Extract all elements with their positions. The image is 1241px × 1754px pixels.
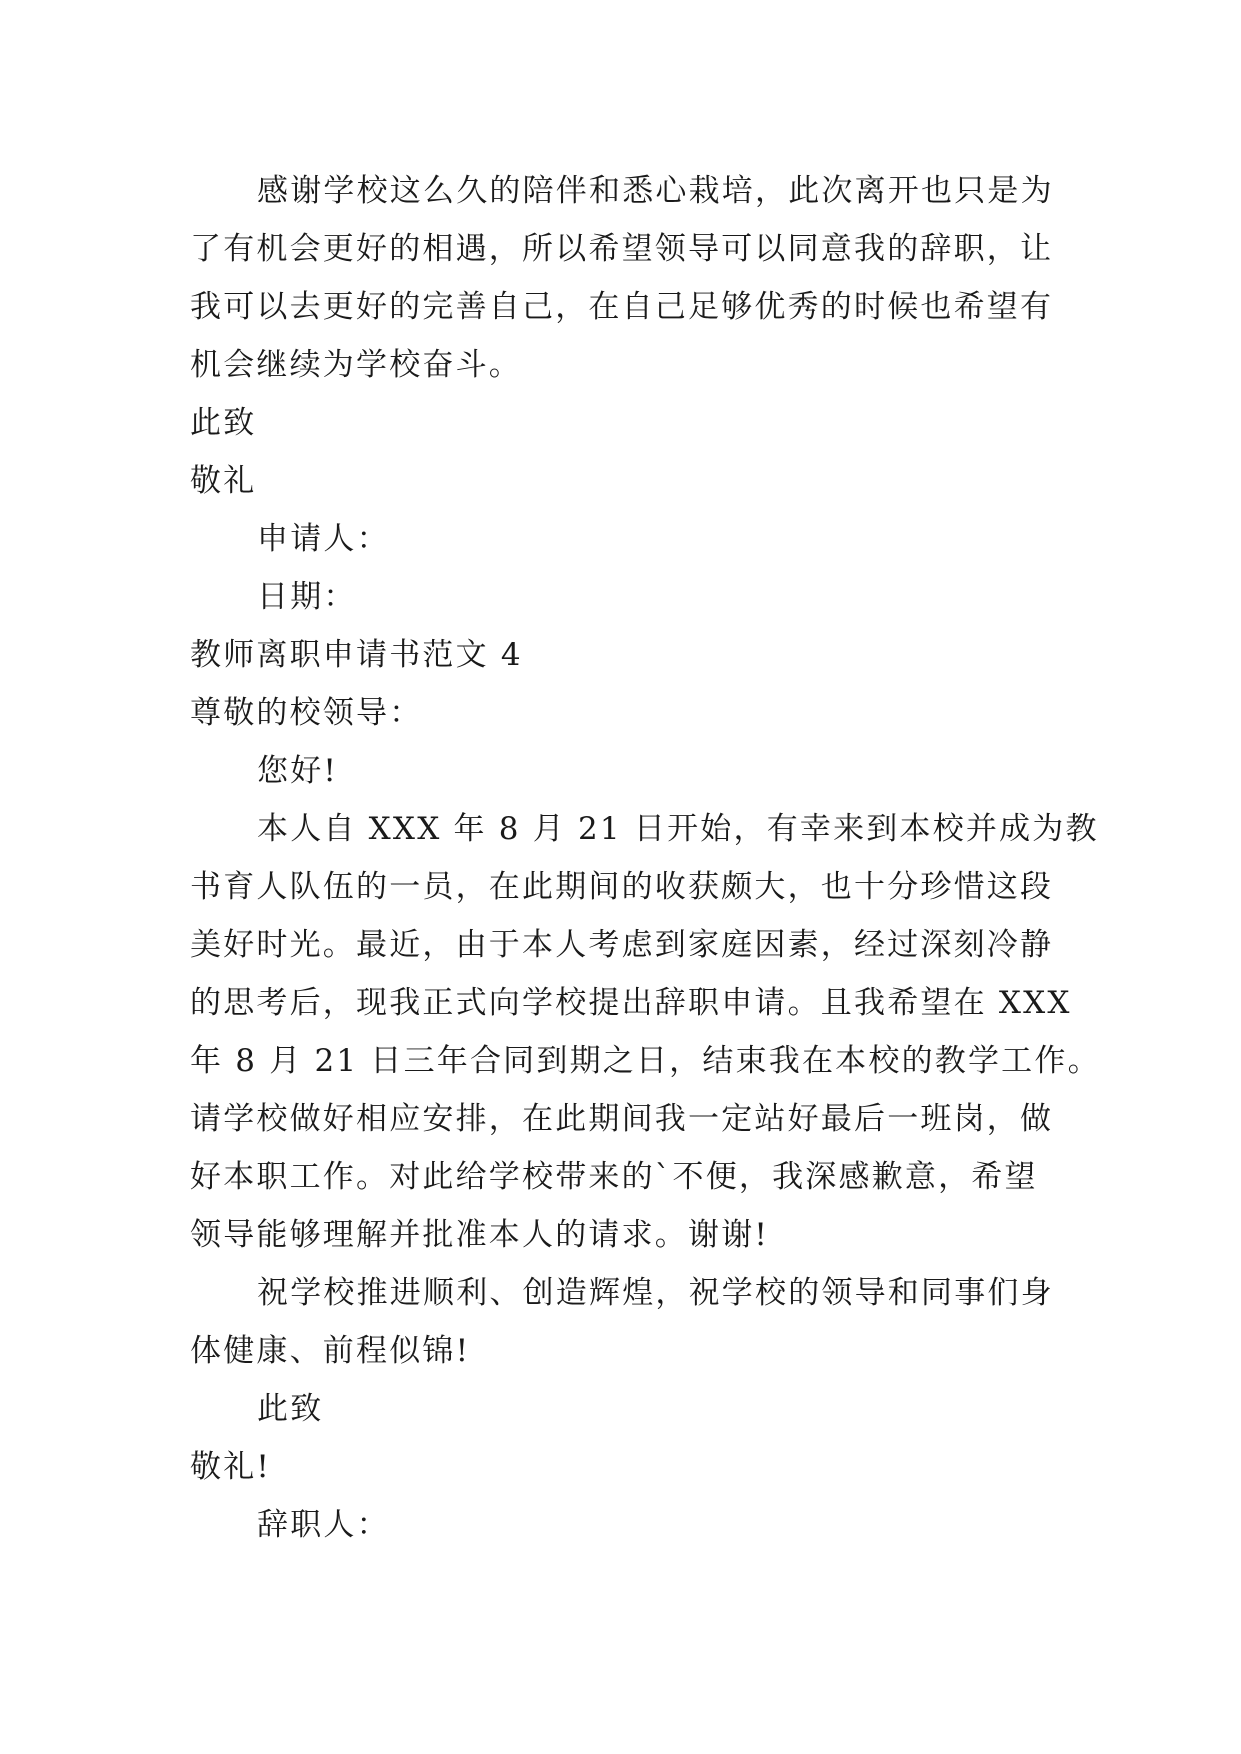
paragraph-line: 好本职工作。对此给学校带来的`不便，我深感歉意，希望: [190, 1159, 1038, 1195]
closing-regards: 敬礼: [190, 463, 257, 499]
document-body: [190, 162, 1101, 1554]
greeting: 您好!: [257, 753, 339, 789]
paragraph-line: 的思考后，现我正式向学校提出辞职申请。且我希望在 XXX: [190, 985, 1072, 1021]
paragraph-line: 感谢学校这么久的陪伴和悉心栽培，此次离开也只是为: [257, 173, 1054, 209]
paragraph-line: 我可以去更好的完善自己，在自己足够优秀的时候也希望有: [190, 289, 1054, 325]
closing-regards: 敬礼!: [190, 1449, 272, 1485]
paragraph-line: 祝学校推进顺利、创造辉煌，祝学校的领导和同事们身: [257, 1275, 1054, 1311]
applicant-label: 申请人：: [257, 521, 390, 557]
paragraph-line: 请学校做好相应安排，在此期间我一定站好最后一班岗，做: [190, 1101, 1054, 1137]
closing-salutation: 此致: [257, 1391, 324, 1427]
paragraph-line: 体健康、前程似锦!: [190, 1333, 471, 1369]
paragraph-line: 年 8 月 21 日三年合同到期之日，结束我在本校的教学工作。: [190, 1043, 1101, 1079]
paragraph-line: 领导能够理解并批准本人的请求。谢谢!: [190, 1217, 770, 1253]
date-label: 日期：: [257, 579, 357, 615]
paragraph-line: 书育人队伍的一员，在此期间的收获颇大，也十分珍惜这段: [190, 869, 1054, 905]
section-title: 教师离职申请书范文 4: [190, 637, 523, 673]
closing-salutation: 此致: [190, 405, 257, 441]
resigner-label: 辞职人：: [257, 1507, 390, 1543]
paragraph-line: 了有机会更好的相遇，所以希望领导可以同意我的辞职，让: [190, 231, 1054, 267]
paragraph-line: 机会继续为学校奋斗。: [190, 347, 522, 383]
paragraph-line: 本人自 XXX 年 8 月 21 日开始，有幸来到本校并成为教: [257, 811, 1099, 847]
paragraph-line: 美好时光。最近，由于本人考虑到家庭因素，经过深刻冷静: [190, 927, 1054, 963]
greeting-addressee: 尊敬的校领导：: [190, 695, 423, 731]
